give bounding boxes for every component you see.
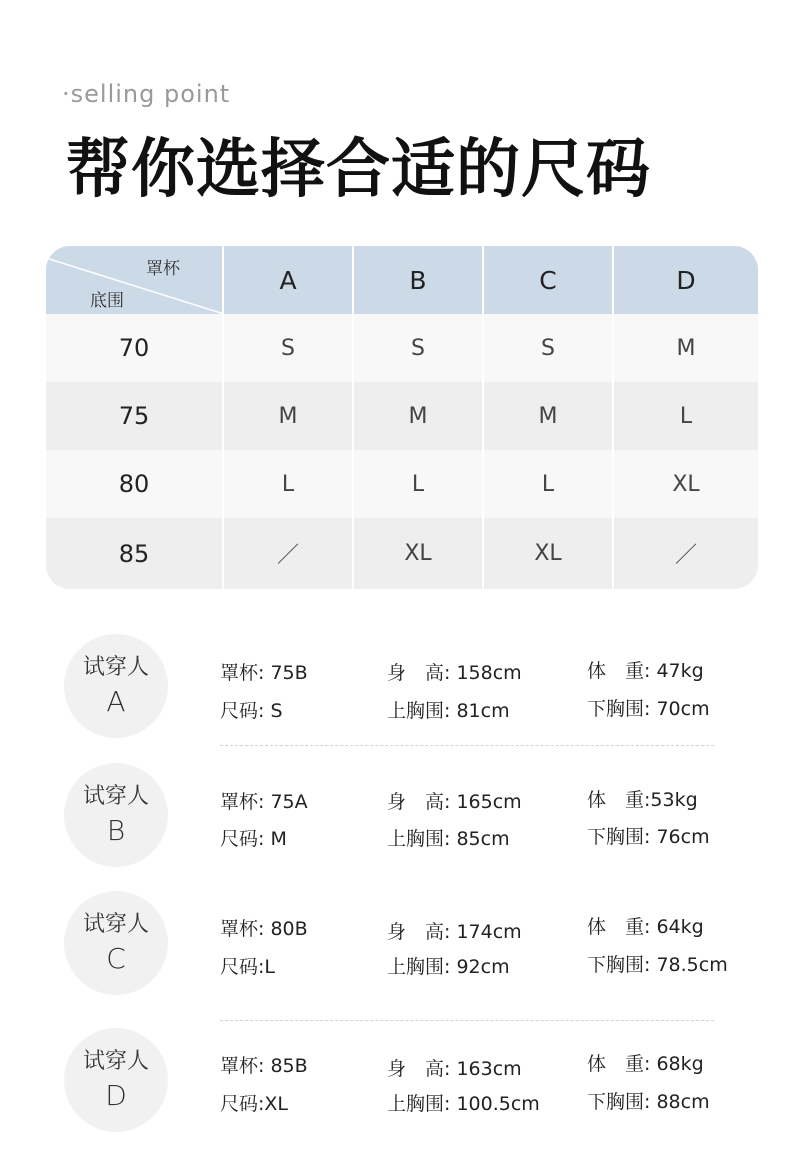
size-value: ／	[276, 543, 299, 568]
under-bust-field: 下胸围: 88cm	[587, 1091, 710, 1113]
band-cell: 80	[46, 450, 224, 518]
model-letter: D	[105, 1079, 127, 1112]
cup-field: 罩杯: 85B	[220, 1055, 308, 1077]
band-cell: 70	[46, 314, 224, 382]
height-field: 身 高: 158cm	[387, 662, 522, 684]
under-bust-field: 下胸围: 70cm	[587, 698, 710, 720]
size-cell	[614, 382, 758, 450]
size-cell	[224, 314, 354, 382]
model-avatar	[64, 634, 168, 738]
size-value: M	[408, 403, 428, 429]
size-cell	[224, 450, 354, 518]
size-value: S	[541, 335, 555, 361]
size-cell	[354, 382, 484, 450]
model-letter: C	[106, 942, 126, 975]
model-card-c	[0, 891, 790, 995]
height-field: 身 高: 163cm	[387, 1058, 522, 1080]
size-cell	[484, 314, 614, 382]
size-cell	[224, 382, 354, 450]
size-value: ／	[674, 543, 697, 568]
size-value: M	[538, 403, 558, 429]
model-label: 试穿人	[82, 1049, 149, 1074]
size-field: 尺码: M	[220, 828, 287, 850]
cup-field: 罩杯: 75B	[220, 662, 308, 684]
size-value: M	[278, 403, 298, 429]
section-subtitle: ·selling point	[62, 80, 231, 108]
model-avatar	[64, 891, 168, 995]
size-cell	[354, 450, 484, 518]
size-cell	[484, 382, 614, 450]
page-title: 帮你选择合适的尺码	[66, 133, 651, 207]
model-card-d	[0, 1028, 790, 1132]
size-value: S	[411, 335, 425, 361]
model-card-b	[0, 763, 790, 867]
size-cell	[614, 450, 758, 518]
column-header: A	[224, 246, 354, 314]
model-letter: A	[106, 685, 126, 718]
size-field: 尺码: S	[220, 700, 283, 722]
model-letter: B	[106, 814, 126, 847]
weight-field: 体 重: 47kg	[587, 660, 704, 682]
upper-bust-field: 上胸围: 100.5cm	[387, 1093, 540, 1115]
table-corner-cell	[46, 246, 224, 314]
weight-field: 体 重: 64kg	[587, 916, 704, 938]
model-card-a	[0, 634, 790, 738]
model-label: 试穿人	[82, 655, 149, 680]
table-row	[46, 314, 758, 382]
weight-field: 体 重:53kg	[587, 789, 698, 811]
dashed-divider	[220, 745, 714, 746]
table-header-row	[46, 246, 758, 314]
cup-field: 罩杯: 80B	[220, 918, 308, 940]
size-field: 尺码:L	[220, 956, 275, 978]
size-value: L	[541, 471, 555, 497]
table-row	[46, 450, 758, 518]
dashed-divider	[220, 1020, 714, 1021]
size-chart-table	[46, 246, 758, 589]
size-cell	[484, 518, 614, 589]
column-header: D	[676, 265, 696, 295]
size-value: XL	[404, 541, 432, 566]
height-field: 身 高: 165cm	[387, 791, 522, 813]
model-avatar	[64, 1028, 168, 1132]
size-cell	[224, 518, 354, 589]
column-header: C	[484, 246, 614, 314]
upper-bust-field: 上胸围: 92cm	[387, 956, 510, 978]
band-cell: 75	[46, 382, 224, 450]
corner-cup-label: 罩杯	[146, 259, 180, 279]
under-bust-field: 下胸围: 76cm	[587, 826, 710, 848]
size-value: XL	[672, 471, 700, 497]
corner-diagonal-line	[46, 246, 224, 314]
size-value: L	[281, 471, 295, 497]
height-field: 身 高: 174cm	[387, 921, 522, 943]
column-header: B	[354, 246, 484, 314]
table-row	[46, 518, 758, 589]
size-cell	[614, 518, 758, 589]
size-cell	[614, 314, 758, 382]
size-cell	[484, 450, 614, 518]
weight-field: 体 重: 68kg	[587, 1053, 704, 1075]
size-value: S	[281, 335, 295, 361]
size-value: XL	[534, 541, 562, 566]
size-field: 尺码:XL	[220, 1093, 289, 1115]
upper-bust-field: 上胸围: 81cm	[387, 700, 510, 722]
size-value: M	[676, 335, 696, 361]
size-value: L	[679, 403, 693, 429]
model-label: 试穿人	[82, 912, 149, 937]
corner-band-label: 底围	[90, 291, 124, 311]
cup-field: 罩杯: 75A	[220, 791, 308, 813]
size-value: L	[411, 471, 425, 497]
band-cell: 85	[46, 518, 224, 589]
table-row	[46, 382, 758, 450]
under-bust-field: 下胸围: 78.5cm	[587, 954, 728, 976]
size-cell	[354, 314, 484, 382]
size-cell	[354, 518, 484, 589]
model-avatar	[64, 763, 168, 867]
model-label: 试穿人	[82, 784, 149, 809]
upper-bust-field: 上胸围: 85cm	[387, 828, 510, 850]
